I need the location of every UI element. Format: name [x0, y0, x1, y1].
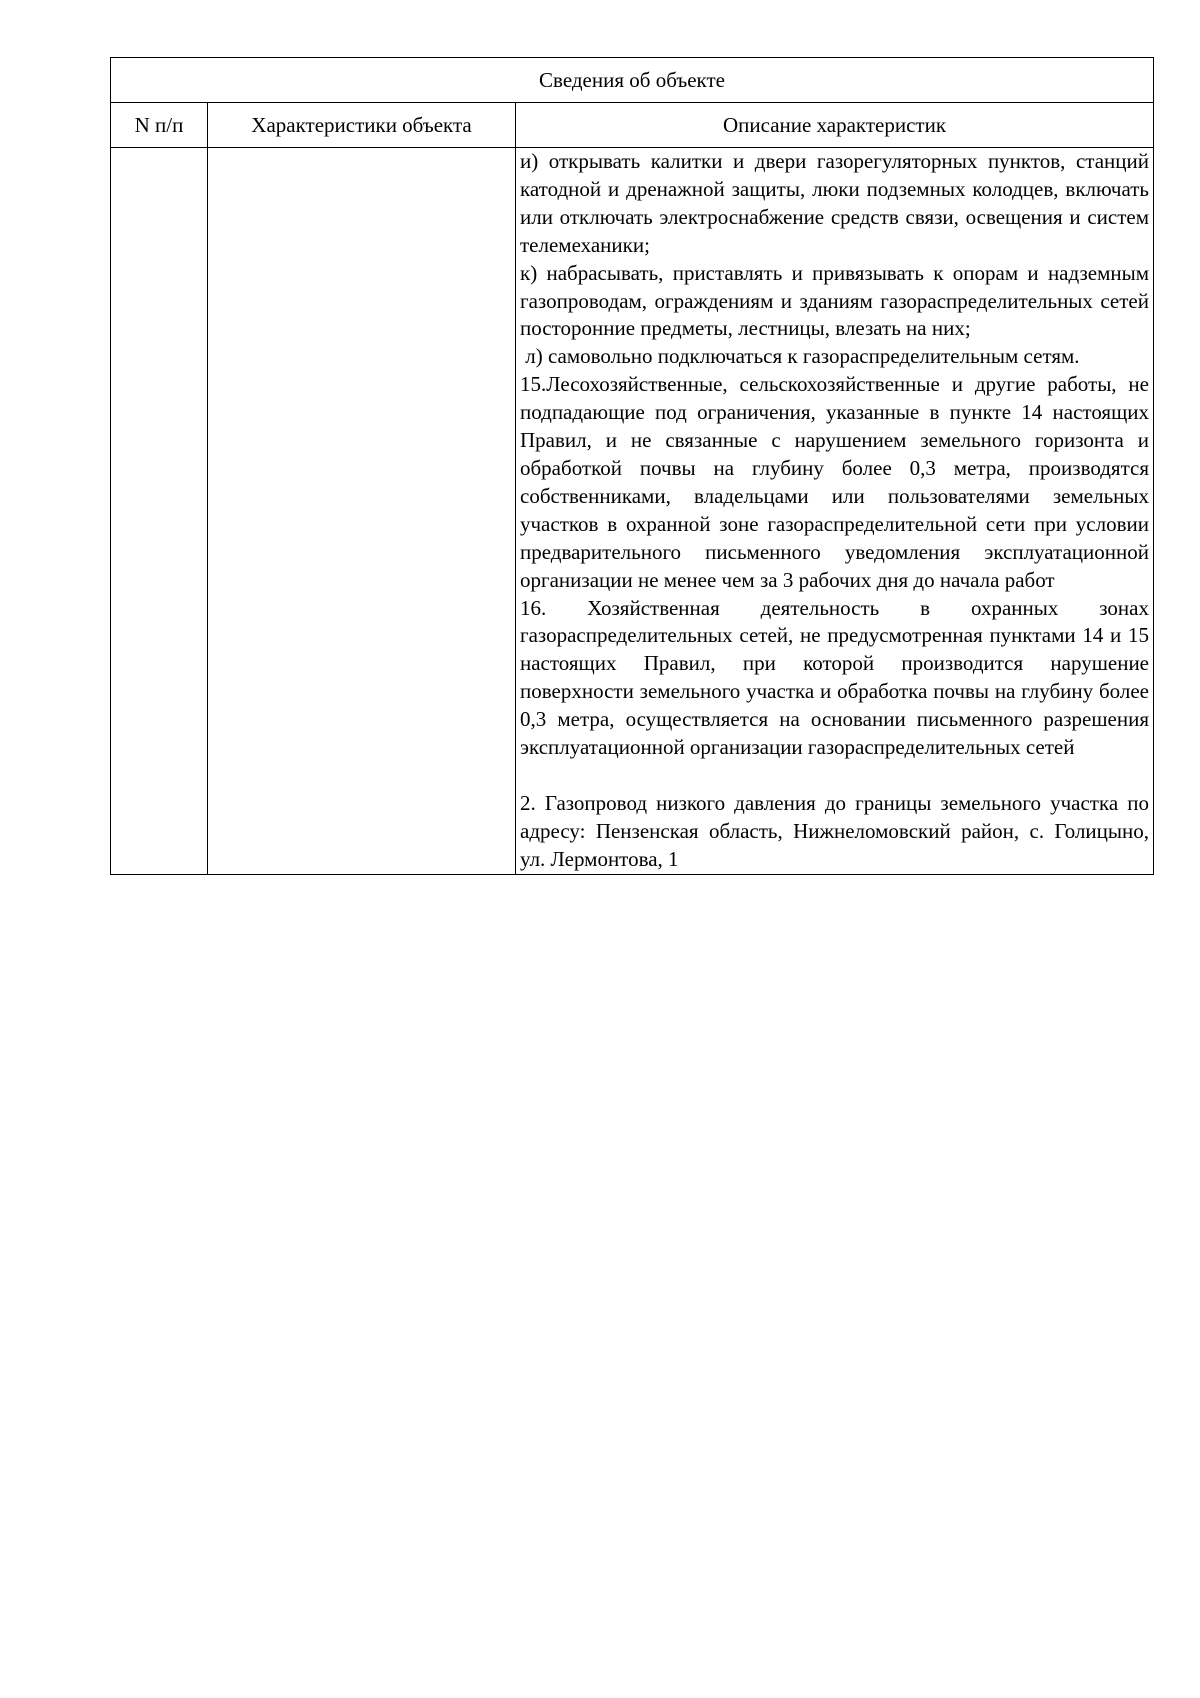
header-num: N п/п [111, 103, 208, 148]
header-description: Описание характеристик [516, 103, 1154, 148]
description-paragraph-l: л) самовольно подключаться к газораспределительным сетям. [520, 344, 1080, 369]
table-title-row [111, 58, 1154, 103]
header-characteristics: Характеристики объекта [208, 103, 516, 148]
description-paragraph-k: к) набрасывать, приставлять и привязывать к опорам и надземным газопроводам, ограждениям и зданиям газораспределительных сетей посторонние предметы, лестницы, влезать на них; [520, 260, 1149, 341]
row-description-cell [516, 148, 1181, 875]
paragraph-spacer [520, 762, 1149, 790]
object-info-table [110, 57, 1181, 875]
description-paragraph-i: и) открывать калитки и двери газорегуляторных пунктов, станций катодной и дренажной защиты, люки подземных колодцев, включать или отключать электроснабжение средств связи, освещения и систем телемеханики; [520, 149, 1149, 257]
table-header-row [111, 103, 1154, 148]
table-title: Сведения об объекте [111, 58, 1154, 103]
row-characteristics-cell [208, 148, 516, 875]
description-paragraph-15: 15.Лесохозяйственные, сельскохозяйственные и другие работы, не подпадающие под ограничения, указанные в пункте 14 настоящих Правил, и не связанные с нарушением земельного горизонта и обработкой почвы на глубину более 0,3 метра, производятся собственниками, владельцами или пользователями земельных участков в охранной зоне газораспределительной сети при условии предварительного письменного уведомления эксплуатационной организации не менее чем за 3 рабочих дня до начала работ [520, 372, 1149, 592]
row-num-cell [111, 148, 208, 875]
description-paragraph-address: 2. Газопровод низкого давления до границы земельного участка по адресу: Пензенская область, Нижнеломовский район, с. Голицыно, ул. Лермонтова, 1 [520, 790, 1181, 871]
table-row [111, 148, 1154, 875]
description-paragraph-16: 16. Хозяйственная деятельность в охранных зонах газораспределительных сетей, не предусмотренная пунктами 14 и 15 настоящих Правил, при которой производится нарушение поверхности земельного участка и обработка почвы на глубину более 0,3 метра, осуществляется на основании письменного разрешения эксплуатационной организации газораспределительных сетей [520, 595, 1149, 760]
